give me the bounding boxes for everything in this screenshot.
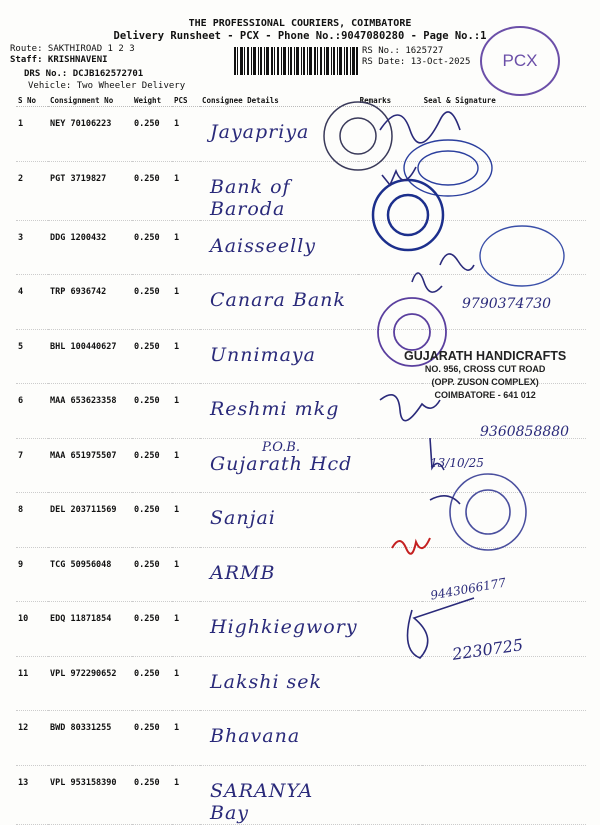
cell-remarks: [358, 275, 422, 330]
handwritten-pob: P.O.B.: [262, 440, 300, 455]
cell-consignment-no: VPL 972290652: [48, 656, 132, 711]
cell-consignee: [200, 329, 358, 384]
gujarath-handicrafts-stamp: [404, 350, 566, 402]
consignee-signature: Bhavana: [210, 725, 301, 747]
cell-pcs: 1: [172, 275, 200, 330]
cell-pcs: 1: [172, 547, 200, 602]
cell-pcs: 1: [172, 107, 200, 162]
cell-seal-signature: [422, 220, 586, 275]
cell-sno: 6: [16, 384, 48, 439]
cell-consignment-no: EDQ 11871854: [48, 602, 132, 657]
cell-remarks: [358, 161, 422, 220]
table-row: [16, 220, 586, 275]
cell-weight: 0.250: [132, 438, 172, 493]
barcode: [234, 47, 358, 75]
table-row: [16, 765, 586, 824]
cell-pcs: 1: [172, 161, 200, 220]
cell-consignee: [200, 161, 358, 220]
handwritten-phone-1: 9790374730: [462, 296, 552, 312]
drs-text: DRS No.: DCJB162572701: [24, 69, 144, 79]
consignee-signature: Lakshi sek: [210, 670, 323, 693]
cell-weight: 0.250: [132, 220, 172, 275]
cell-consignee: [200, 656, 358, 711]
cell-seal-signature: [422, 711, 586, 766]
table-row: [16, 493, 586, 548]
cell-sno: 4: [16, 275, 48, 330]
cell-consignment-no: TCG 50956048: [48, 547, 132, 602]
col-remarks: Remarks: [358, 94, 422, 107]
cell-remarks: [358, 656, 422, 711]
cell-remarks: [358, 220, 422, 275]
cell-seal-signature: [422, 656, 586, 711]
cell-consignee: [200, 765, 358, 824]
col-consignment: Consignment No: [48, 94, 132, 107]
cell-pcs: 1: [172, 438, 200, 493]
cell-consignment-no: DEL 203711569: [48, 493, 132, 548]
col-pcs: PCS: [172, 94, 200, 107]
cell-weight: 0.250: [132, 161, 172, 220]
cell-weight: 0.250: [132, 656, 172, 711]
cell-pcs: 1: [172, 602, 200, 657]
rs-no-text: RS No.: 1625727: [362, 46, 444, 56]
cell-weight: 0.250: [132, 329, 172, 384]
cell-pcs: 1: [172, 384, 200, 439]
table-row: [16, 656, 586, 711]
cell-pcs: 1: [172, 711, 200, 766]
cell-weight: 0.250: [132, 547, 172, 602]
cell-seal-signature: [422, 107, 586, 162]
cell-consignee: [200, 547, 358, 602]
consignee-signature: Bank of Baroda: [210, 175, 291, 220]
cell-pcs: 1: [172, 656, 200, 711]
consignee-signature: ARMB: [210, 561, 276, 584]
handwritten-phone-3: 9443066177: [429, 575, 507, 603]
cell-pcs: 1: [172, 765, 200, 824]
cell-seal-signature: [422, 493, 586, 548]
cell-weight: 0.250: [132, 765, 172, 824]
handwritten-note: 2230725: [451, 635, 525, 664]
rs-date-text: RS Date: 13-Oct-2025: [362, 57, 471, 67]
cell-sno: 1: [16, 107, 48, 162]
consignee-signature: Highkiegwory: [210, 616, 358, 638]
route-text: Route: SAKTHIROAD 1 2 3: [10, 44, 135, 54]
table-row: [16, 438, 586, 493]
handwritten-phone-2: 9360858880: [480, 424, 570, 440]
cell-consignment-no: NEY 70106223: [48, 107, 132, 162]
table-row: [16, 711, 586, 766]
consignee-signature: Reshmi mkg: [210, 398, 340, 420]
cell-pcs: 1: [172, 493, 200, 548]
consignee-signature: Unnimaya: [210, 343, 316, 366]
cell-remarks: [358, 711, 422, 766]
cell-sno: 2: [16, 161, 48, 220]
gujarath-address-3: COIMBATORE - 641 012: [434, 390, 536, 400]
cell-weight: 0.250: [132, 711, 172, 766]
table-row: [16, 547, 586, 602]
cell-consignee: [200, 384, 358, 439]
consignee-signature: SARANYA Bay: [210, 779, 314, 824]
cell-consignee: [200, 275, 358, 330]
consignee-signature: Canara Bank: [210, 289, 346, 311]
cell-consignee: [200, 107, 358, 162]
cell-weight: 0.250: [132, 493, 172, 548]
cell-remarks: [358, 438, 422, 493]
cell-consignment-no: BWD 80331255: [48, 711, 132, 766]
col-sno: S No: [16, 94, 48, 107]
cell-consignment-no: VPL 953158390: [48, 765, 132, 824]
col-consignee: Consignee Details: [200, 94, 358, 107]
cell-consignee: [200, 493, 358, 548]
col-seal-signature: Seal & Signature: [422, 94, 586, 107]
cell-consignment-no: PGT 3719827: [48, 161, 132, 220]
company-title: THE PROFESSIONAL COURIERS, COIMBATORE: [188, 18, 412, 29]
cell-sno: 13: [16, 765, 48, 824]
cell-remarks: [358, 493, 422, 548]
cell-remarks: [358, 547, 422, 602]
table-row: [16, 161, 586, 220]
cell-weight: 0.250: [132, 384, 172, 439]
cell-consignment-no: MAA 651975507: [48, 438, 132, 493]
col-weight: Weight: [132, 94, 172, 107]
cell-weight: 0.250: [132, 275, 172, 330]
cell-sno: 7: [16, 438, 48, 493]
cell-remarks: [358, 602, 422, 657]
cell-sno: 5: [16, 329, 48, 384]
cell-pcs: 1: [172, 329, 200, 384]
cell-consignment-no: TRP 6936742: [48, 275, 132, 330]
pcx-stamp: PCX: [480, 26, 560, 96]
cell-sno: 10: [16, 602, 48, 657]
consignee-signature: Jayapriya: [210, 121, 310, 143]
gujarath-address-1: NO. 956, CROSS CUT ROAD: [424, 364, 546, 374]
cell-consignment-no: MAA 653623358: [48, 384, 132, 439]
staff-text: Staff: KRISHNAVENI: [10, 55, 108, 65]
vehicle-text: Vehicle: Two Wheeler Delivery: [28, 81, 186, 91]
consignee-signature: Aaisseelly: [210, 234, 317, 257]
table-header-row: [16, 94, 586, 107]
cell-sno: 11: [16, 656, 48, 711]
cell-sno: 3: [16, 220, 48, 275]
cell-weight: 0.250: [132, 602, 172, 657]
cell-sno: 12: [16, 711, 48, 766]
cell-consignee: [200, 220, 358, 275]
runsheet-title: Delivery Runsheet - PCX - Phone No.:9047080280 - Page No.:1: [113, 30, 487, 42]
cell-sno: 8: [16, 493, 48, 548]
cell-consignment-no: DDG 1200432: [48, 220, 132, 275]
cell-consignee: [200, 711, 358, 766]
cell-sno: 9: [16, 547, 48, 602]
consignee-signature: Sanjai: [210, 507, 276, 529]
cell-remarks: [358, 765, 422, 824]
handwritten-date: 13/10/25: [430, 456, 484, 470]
cell-seal-signature: [422, 765, 586, 824]
cell-remarks: [358, 107, 422, 162]
table-row: [16, 107, 586, 162]
gujarath-address-2: (OPP. ZUSON COMPLEX): [431, 377, 539, 387]
runsheet-table: [16, 94, 586, 825]
cell-pcs: 1: [172, 220, 200, 275]
cell-seal-signature: [422, 161, 586, 220]
gujarath-name: GUJARATH HANDICRAFTS: [404, 349, 567, 363]
consignee-signature: Gujarath Hcd: [210, 452, 353, 475]
cell-weight: 0.250: [132, 107, 172, 162]
cell-consignee: [200, 602, 358, 657]
cell-consignment-no: BHL 100440627: [48, 329, 132, 384]
